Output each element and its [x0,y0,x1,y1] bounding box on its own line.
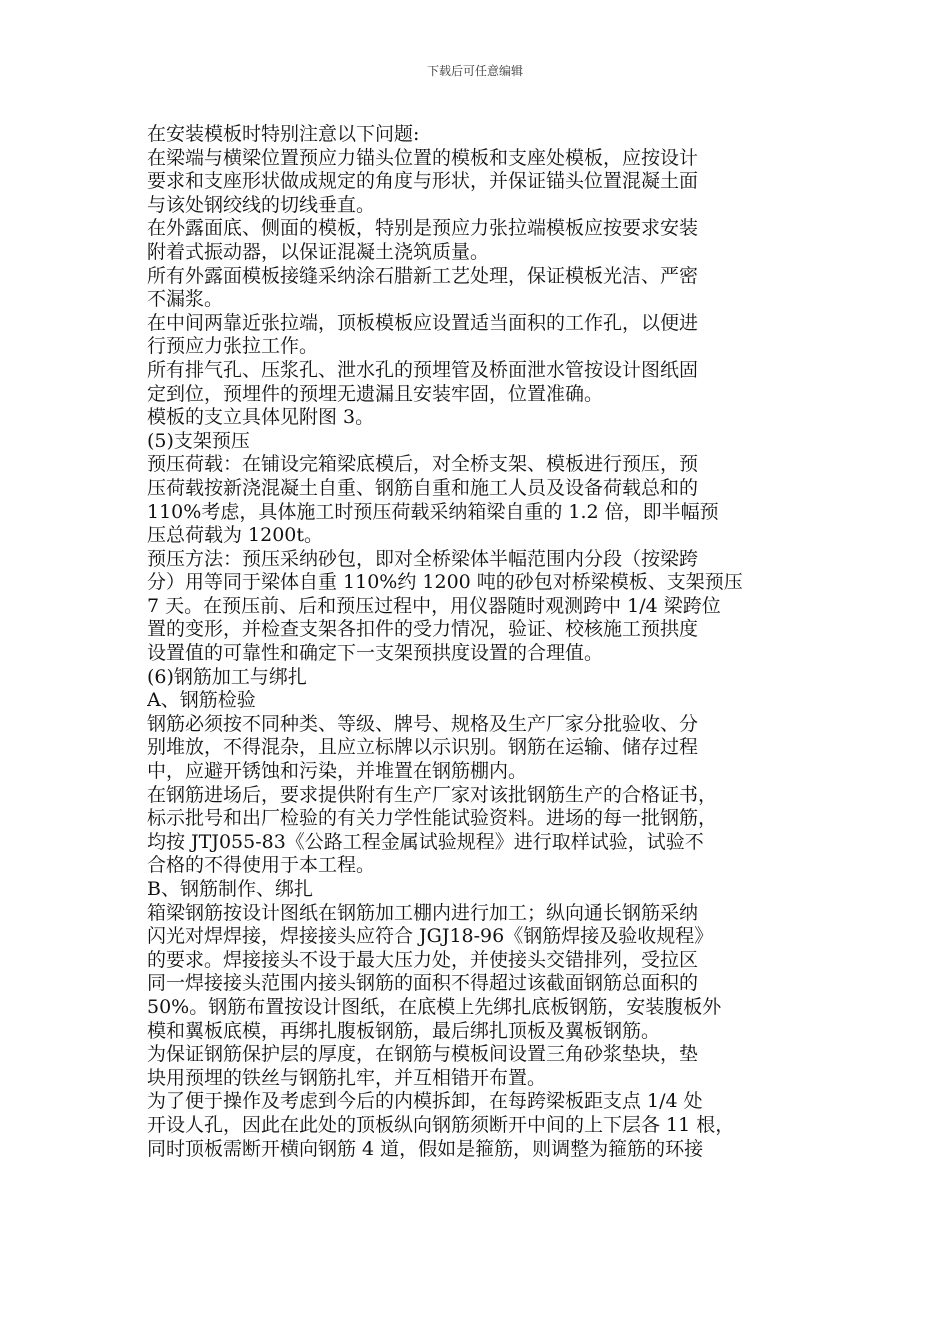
text-line: 50%。钢筋布置按设计图纸，在底模上先绑扎底板钢筋，安装腹板外 [147,995,722,1018]
text-line: 闪光对焊焊接，焊接接头应符合 JGJ18-96《钢筋焊接及验收规程》 [147,925,714,948]
text-line: 模板的支立具体见附图 3。 [147,406,375,429]
text-line: 箱梁钢筋按设计图纸在钢筋加工棚内进行加工；纵向通长钢筋采纳 [147,901,699,924]
text-line: 附着式振动器，以保证混凝土浇筑质量。 [147,240,490,263]
text-line: 要求和支座形状做成规定的角度与形状，并保证锚头位置混凝土面 [147,170,699,193]
text-line: 行预应力张拉工作。 [147,335,319,358]
text-line: 不漏浆。 [147,288,224,311]
text-line: 标示批号和出厂检验的有关力学性能试验资料。进场的每一批钢筋， [147,807,718,830]
text-line: 在外露面底、侧面的模板，特别是预应力张拉端模板应按要求安装 [147,217,699,240]
text-line: 别堆放，不得混杂，且应立标牌以示识别。钢筋在运输、储存过程 [147,736,699,759]
text-line: (6)钢筋加工与绑扎 [147,665,307,688]
text-line: 110%考虑，具体施工时预压荷载采纳箱梁自重的 1.2 倍，即半幅预 [147,500,719,523]
text-line: 钢筋必须按不同种类、等级、牌号、规格及生产厂家分批验收、分 [147,712,699,735]
document-body [147,123,815,1161]
text-line: A、钢筋检验 [147,689,256,712]
text-line: 开设人孔，因此在此处的顶板纵向钢筋须断开中间的上下层各 11 根， [147,1113,735,1136]
text-line: 为保证钢筋保护层的厚度，在钢筋与模板间设置三角砂浆垫块，垫 [147,1043,699,1066]
text-line: 同一焊接接头范围内接头钢筋的面积不得超过该截面钢筋总面积的 [147,972,699,995]
text-line: 模和翼板底模，再绑扎腹板钢筋，最后绑扎顶板及翼板钢筋。 [147,1019,661,1042]
text-line: 压总荷载为 1200t。 [147,524,324,547]
text-line: 压荷载按新浇混凝土自重、钢筋自重和施工人员及设备荷载总和的 [147,476,699,499]
text-line: 的要求。焊接接头不设于最大压力处，并使接头交错排列，受拉区 [147,948,699,971]
text-line: 定到位，预埋件的预埋无遗漏且安装牢固，位置准确。 [147,382,604,405]
text-line: 在钢筋进场后，要求提供附有生产厂家对该批钢筋生产的合格证书， [147,783,718,806]
text-line: 预压荷载：在铺设完箱梁底模后，对全桥支架、模板进行预压，预 [147,453,699,476]
text-line: 为了便于操作及考虑到今后的内模拆卸，在每跨梁板距支点 1/4 处 [147,1090,703,1113]
text-line: (5)支架预压 [147,429,250,452]
text-line: B、钢筋制作、绑扎 [147,878,313,900]
text-line: 预压方法：预压采纳砂包，即对全桥梁体半幅范围内分段（按梁跨 [147,547,699,570]
text-line: 所有外露面模板接缝采纳涂石腊新工艺处理，保证模板光洁、严密 [147,264,699,287]
text-line: 在安装模板时特别注意以下问题: [147,123,420,145]
text-line: 中，应避开锈蚀和污染，并堆置在钢筋棚内。 [147,760,528,783]
text-line: 置的变形，并检查支架各扣件的受力情况，验证、校核施工预拱度 [147,618,699,641]
text-line: 同时顶板需断开横向钢筋 4 道，假如是箍筋，则调整为箍筋的环接 [147,1137,704,1160]
text-line: 7 天。在预压前、后和预压过程中，用仪器随时观测跨中 1/4 梁跨位 [147,594,721,617]
text-line: 在梁端与横梁位置预应力锚头位置的模板和支座处模板，应按设计 [147,146,699,169]
text-line: 分）用等同于梁体自重 110%约 1200 吨的砂包对桥梁模板、支架预压 [147,571,743,594]
text-line: 块用预埋的铁丝与钢筋扎牢，并互相错开布置。 [147,1066,547,1089]
text-line: 设置值的可靠性和确定下一支架预拱度设置的合理值。 [147,642,604,665]
text-line: 合格的不得使用于本工程。 [147,854,376,877]
text-line: 与该处钢绞线的切线垂直。 [147,193,376,216]
text-line: 在中间两靠近张拉端，顶板模板应设置适当面积的工作孔，以便进 [147,311,699,334]
page-header: 下载后可任意编辑 [426,64,523,78]
text-line: 均按 JTJ055-83《公路工程金属试验规程》进行取样试验，试验不 [147,830,704,853]
text-line: 所有排气孔、压浆孔、泄水孔的预埋管及桥面泄水管按设计图纸固 [147,358,699,381]
